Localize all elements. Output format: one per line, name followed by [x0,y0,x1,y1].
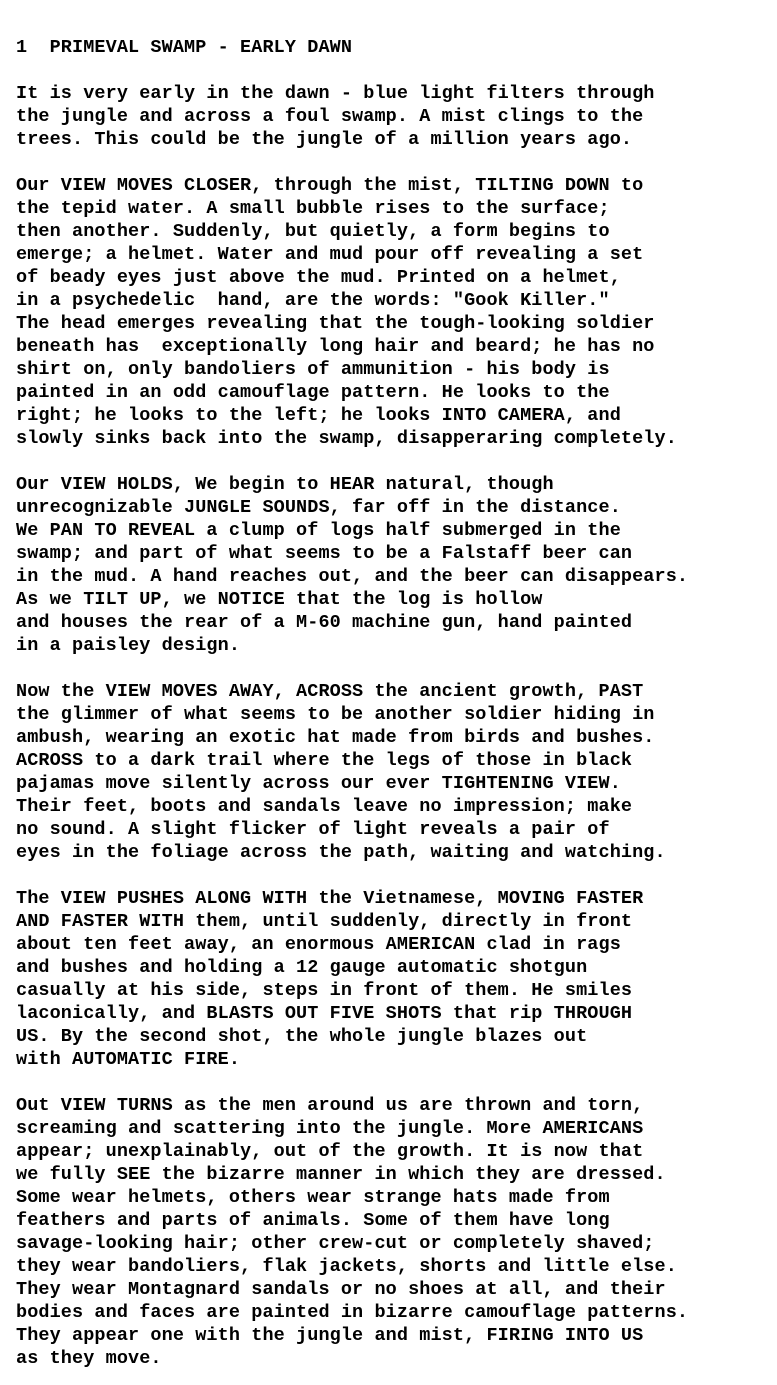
paragraph-line: They appear one with the jungle and mist, FIRING INTO US [16,1325,644,1346]
paragraph-line: It is very early in the dawn - blue light filters through [16,83,655,104]
paragraph-line: bodies and faces are painted in bizarre camouflage patterns. [16,1302,689,1323]
action-paragraph [16,887,777,1071]
blank-line [16,657,777,680]
action-paragraph [16,680,777,864]
paragraph-line: slowly sinks back into the swamp, disapperaring completely. [16,428,677,449]
paragraph-line: laconically, and BLASTS OUT FIVE SHOTS that rip THROUGH [16,1003,633,1024]
paragraph-line: The head emerges revealing that the tough-looking soldier [16,313,655,334]
paragraph-line: no sound. A slight flicker of light reveals a pair of [16,819,610,840]
paragraph-line: They wear Montagnard sandals or no shoes at all, and their [16,1279,666,1300]
action-paragraph [16,82,777,151]
paragraph-line: appear; unexplainably, out of the growth. It is now that [16,1141,644,1162]
paragraph-line: painted in an odd camouflage pattern. He looks to the [16,382,610,403]
paragraph-line: about ten feet away, an enormous AMERICAN clad in rags [16,934,621,955]
action-paragraph [16,473,777,657]
paragraph-line: swamp; and part of what seems to be a Falstaff beer can [16,543,633,564]
paragraph-line: in a paisley design. [16,635,241,656]
paragraph-line: Their feet, boots and sandals leave no impression; make [16,796,633,817]
paragraph-line: unrecognizable JUNGLE SOUNDS, far off in the distance. [16,497,621,518]
paragraph-line: US. By the second shot, the whole jungle blazes out [16,1026,588,1047]
blank-line [16,151,777,174]
paragraph-line: as they move. [16,1348,162,1369]
action-paragraphs [16,82,777,1370]
paragraph-line: feathers and parts of animals. Some of them have long [16,1210,610,1231]
blank-line [16,864,777,887]
action-paragraph [16,174,777,450]
paragraph-line: we fully SEE the bizarre manner in which they are dressed. [16,1164,666,1185]
paragraph-line: Out VIEW TURNS as the men around us are thrown and torn, [16,1095,644,1116]
paragraph-line: the tepid water. A small bubble rises to the surface; [16,198,610,219]
action-paragraph [16,1094,777,1370]
paragraph-line: shirt on, only bandoliers of ammunition - his body is [16,359,610,380]
paragraph-line: Some wear helmets, others wear strange hats made from [16,1187,610,1208]
blank-line [16,450,777,473]
blank-line [16,1071,777,1094]
paragraph-line: ambush, wearing an exotic hat made from birds and bushes. [16,727,655,748]
paragraph-line: in a psychedelic hand, are the words: "Gook Killer." [16,290,610,311]
paragraph-line: Our VIEW HOLDS, We begin to HEAR natural, though [16,474,554,495]
paragraph-line: casually at his side, steps in front of them. He smiles [16,980,633,1001]
paragraph-line: eyes in the foliage across the path, waiting and watching. [16,842,666,863]
paragraph-line: then another. Suddenly, but quietly, a form begins to [16,221,610,242]
paragraph-line: Our VIEW MOVES CLOSER, through the mist, TILTING DOWN to [16,175,644,196]
scene-heading: 1 PRIMEVAL SWAMP - EARLY DAWN [16,37,353,58]
paragraph-line: and bushes and holding a 12 gauge automatic shotgun [16,957,588,978]
paragraph-line: savage-looking hair; other crew-cut or completely shaved; [16,1233,655,1254]
paragraph-line: the jungle and across a foul swamp. A mist clings to the [16,106,644,127]
paragraph-line: pajamas move silently across our ever TIGHTENING VIEW. [16,773,621,794]
paragraph-line: of beady eyes just above the mud. Printed on a helmet, [16,267,621,288]
paragraph-line: emerge; a helmet. Water and mud pour off revealing a set [16,244,644,265]
paragraph-line: beneath has exceptionally long hair and beard; he has no [16,336,655,357]
paragraph-line: Now the VIEW MOVES AWAY, ACROSS the ancient growth, PAST [16,681,644,702]
paragraph-line: As we TILT UP, we NOTICE that the log is hollow [16,589,543,610]
blank-line [16,59,777,82]
paragraph-line: and houses the rear of a M-60 machine gun, hand painted [16,612,633,633]
paragraph-line: right; he looks to the left; he looks INTO CAMERA, and [16,405,621,426]
paragraph-line: AND FASTER WITH them, until suddenly, directly in front [16,911,633,932]
paragraph-line: ACROSS to a dark trail where the legs of those in black [16,750,633,771]
paragraph-line: The VIEW PUSHES ALONG WITH the Vietnamese, MOVING FASTER [16,888,644,909]
paragraph-line: the glimmer of what seems to be another soldier hiding in [16,704,655,725]
paragraph-line: with AUTOMATIC FIRE. [16,1049,241,1070]
paragraph-line: screaming and scattering into the jungle. More AMERICANS [16,1118,644,1139]
paragraph-line: trees. This could be the jungle of a million years ago. [16,129,633,150]
paragraph-line: they wear bandoliers, flak jackets, shorts and little else. [16,1256,677,1277]
paragraph-line: We PAN TO REVEAL a clump of logs half submerged in the [16,520,621,541]
paragraph-line: in the mud. A hand reaches out, and the beer can disappears. [16,566,689,587]
